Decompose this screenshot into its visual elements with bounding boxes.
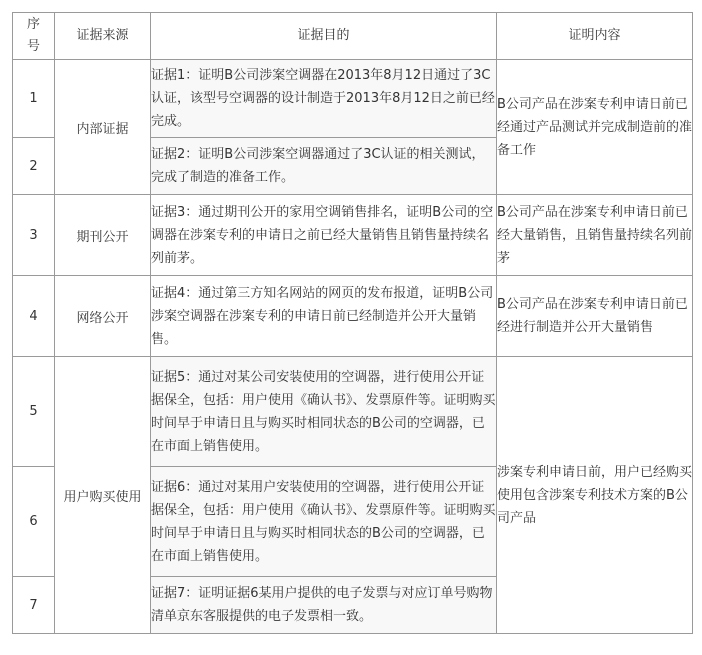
header-content: 证明内容: [497, 13, 693, 60]
row-index: 1: [13, 60, 55, 138]
purpose-cell: 证据7：证明证据6某用户提供的电子发票与对应订单号购物清单京东客服提供的电子发票相一致。: [151, 577, 497, 634]
content-cell: B公司产品在涉案专利申请日前已经通过产品测试并完成制造前的准备工作: [497, 60, 693, 195]
row-index: 3: [13, 195, 55, 276]
purpose-cell: 证据4：通过第三方知名网站的网页的发布报道，证明B公司涉案空调器在涉案专利的申请日前已经制造并公开大量销售。: [151, 276, 497, 357]
row-index: 4: [13, 276, 55, 357]
content-cell: B公司产品在涉案专利申请日前已经进行制造并公开大量销售: [497, 276, 693, 357]
evidence-table: [12, 12, 693, 634]
row-index: 6: [13, 467, 55, 577]
row-index: 2: [13, 138, 55, 195]
header-purpose: 证据目的: [151, 13, 497, 60]
purpose-cell: 证据3：通过期刊公开的家用空调销售排名，证明B公司的空调器在涉案专利的申请日之前已经大量销售且销售量持续名列前茅。: [151, 195, 497, 276]
source-cell: 内部证据: [55, 60, 151, 195]
purpose-cell: 证据5：通过对某公司安装使用的空调器，进行使用公开证据保全，包括：用户使用《确认书》、发票原件等。证明购买时间早于申请日且与购买时相同状态的B公司的空调器，已在市面上销售使用。: [151, 357, 497, 467]
source-cell: 用户购买使用: [55, 357, 151, 634]
row-index: 5: [13, 357, 55, 467]
source-cell: 期刊公开: [55, 195, 151, 276]
header-index: 序号: [13, 13, 55, 60]
evidence-table-container: [12, 12, 693, 634]
purpose-cell: 证据2：证明B公司涉案空调器通过了3C认证的相关测试，完成了制造的准备工作。: [151, 138, 497, 195]
table-row: [13, 60, 693, 138]
table-row: [13, 276, 693, 357]
content-cell: 涉案专利申请日前，用户已经购买使用包含涉案专利技术方案的B公司产品: [497, 357, 693, 634]
header-row: [13, 13, 693, 60]
purpose-cell: 证据1：证明B公司涉案空调器在2013年8月12日通过了3C认证，该型号空调器的设计制造于2013年8月12日之前已经完成。: [151, 60, 497, 138]
source-cell: 网络公开: [55, 276, 151, 357]
content-cell: B公司产品在涉案专利申请日前已经大量销售，且销售量持续名列前茅: [497, 195, 693, 276]
table-row: [13, 357, 693, 467]
purpose-cell: 证据6：通过对某用户安装使用的空调器，进行使用公开证据保全，包括：用户使用《确认书》、发票原件等。证明购买时间早于申请日且与购买时相同状态的B公司的空调器，已在市面上销售使用。: [151, 467, 497, 577]
header-source: 证据来源: [55, 13, 151, 60]
row-index: 7: [13, 577, 55, 634]
table-row: [13, 195, 693, 276]
